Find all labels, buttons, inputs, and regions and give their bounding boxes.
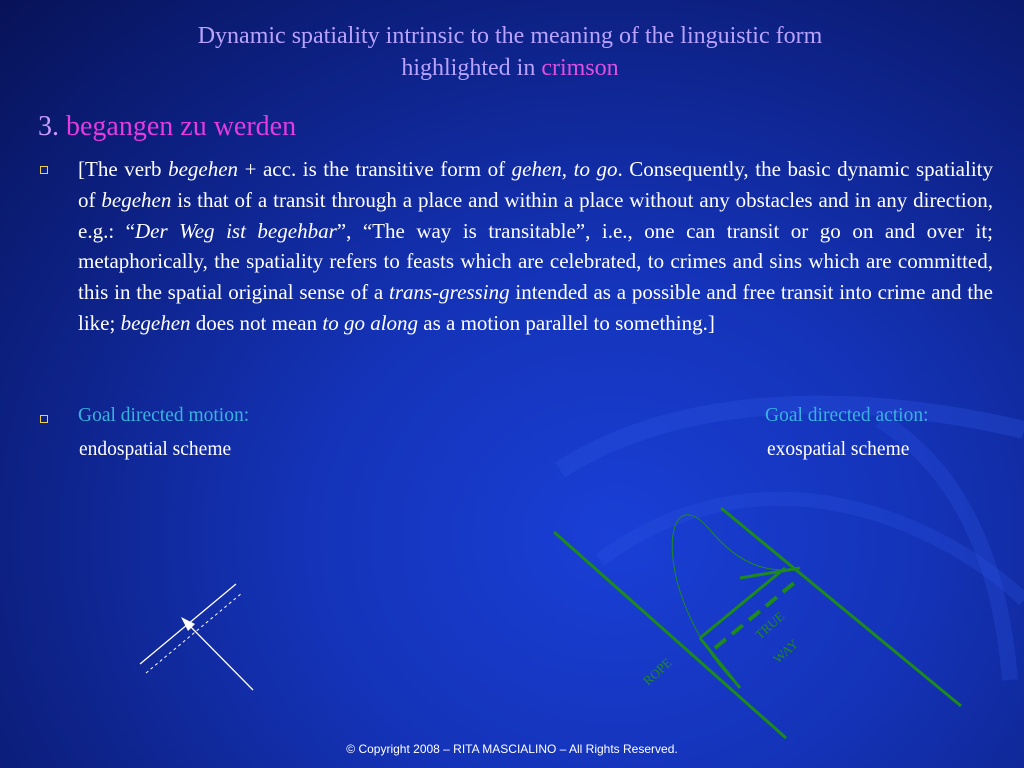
copyright-footer: © Copyright 2008 – RITA MASCIALINO – All Rights Reserved. [346, 742, 678, 756]
para-italic: to go [573, 157, 618, 181]
para-italic: Der Weg ist begehbar [135, 218, 337, 243]
para-text: intended as a possible and free transit into crime and the like; [78, 280, 993, 335]
para-text: , [561, 157, 574, 181]
title-line-1: Dynamic spatiality intrinsic to the meaning of the linguistic form [197, 23, 823, 49]
goal-action-label: Goal directed action: [765, 405, 929, 426]
true-way-top-line [740, 568, 800, 578]
exospatial-scheme-label: exospatial scheme [767, 439, 910, 460]
para-text: . Consequently, the basic dynamic spatiality of [78, 157, 993, 212]
para-text: is that of a transit through a place and within a place without any obstacles and in any direction, e.g.: “ [78, 187, 993, 243]
title-crimson-word: crimson [541, 55, 619, 81]
para-italic: gehen [511, 157, 562, 181]
para-text: does not mean [190, 310, 323, 335]
endospatial-diagram [140, 584, 253, 690]
way-right-edge [721, 508, 961, 706]
para-text: + acc. is the transitive form of [238, 157, 512, 181]
para-italic: begehen [120, 310, 191, 335]
para-italic: begehen [101, 187, 172, 212]
way-label: WAY [769, 636, 802, 667]
true-label: TRUE [751, 608, 788, 643]
para-italic: trans-gressing [389, 280, 510, 305]
title-line-2-prefix: highlighted in [401, 55, 542, 81]
exospatial-diagram [554, 508, 961, 738]
para-italic: begehen [168, 157, 239, 181]
para-text: ”, “The way is transitable”, i.e., one can transit or go on and over it; metaphorically, the spatiality refers to feasts which are celebrated, to crimes and sins which are committed, this in the spatial original sense of a [78, 218, 994, 305]
section-number: 3. [38, 111, 59, 142]
para-text: as a motion parallel to something.] [418, 310, 715, 335]
boundary-dashed-line [146, 593, 242, 673]
section-heading-text: begangen zu werden [66, 111, 297, 142]
rope-label: ROPE [639, 654, 675, 689]
motion-arrow-shaft [186, 622, 253, 690]
endospatial-scheme-label: endospatial scheme [79, 439, 232, 460]
para-italic: to go along [322, 310, 419, 335]
goal-motion-label: Goal directed motion: [78, 405, 250, 426]
para-text: [The verb [78, 157, 169, 181]
